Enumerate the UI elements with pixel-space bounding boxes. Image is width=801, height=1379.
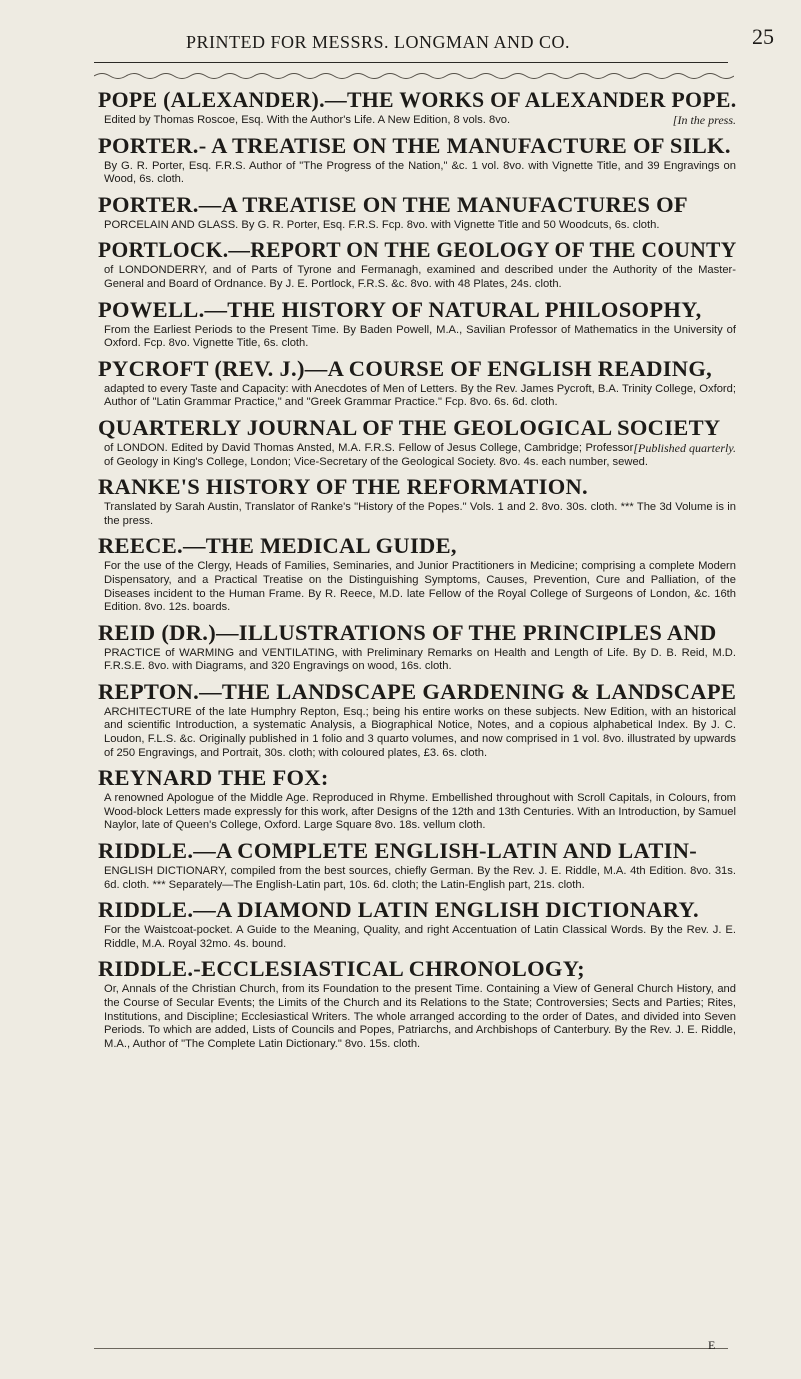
entry-description-text: Or, Annals of the Christian Church, from its Foundation to the present Time. Containing a View of General Church History, and the Course of Secular Events; the Limits of the Church and its Relations to the State; Controversies; Sects and Parties; Rites, Institutions, and Discipline; Ecclesiastical Writers. The whole arranged according to the order of Dates, and divided into Seven Periods. To which are added, Lists of Councils and Popes, Patriarchs, and Archbishops of Canterbury. By the Rev. J. E. Riddle, M.A., Author of "The Complete Latin Dictionary." 8vo. 15s. cloth. — [104, 983, 736, 1050]
catalogue-entry — [98, 896, 736, 951]
entry-note: [Published quarterly. — [633, 440, 736, 455]
entry-heading: POWELL.—THE HISTORY OF NATURAL PHILOSOPHY, — [98, 296, 702, 322]
catalogue-entry — [98, 236, 736, 291]
entry-description — [104, 219, 736, 233]
catalogue-entry — [98, 355, 736, 410]
entry-heading: POPE (ALEXANDER).—THE WORKS OF ALEXANDER POPE. — [98, 87, 737, 112]
catalogue-entry — [98, 473, 736, 528]
entry-heading: PORTER.—A TREATISE ON THE MANUFACTURES OF — [98, 191, 688, 217]
entry-heading: QUARTERLY JOURNAL OF THE GEOLOGICAL SOCIETY — [98, 414, 721, 440]
footer-rule — [94, 1348, 728, 1349]
entry-description — [104, 383, 736, 410]
entry-heading: PYCROFT (REV. J.)—A COURSE OF ENGLISH READING, — [98, 355, 713, 381]
entry-description-text: PORCELAIN AND GLASS. By G. R. Porter, Esq. F.R.S. Fcp. 8vo. with Vignette Title and 50 Woodcuts, 6s. cloth. — [104, 218, 660, 231]
entry-description-text: ARCHITECTURE of the late Humphry Repton, Esq.; being his entire works on these subjects. New Edition, with an historical and scientific Introduction, a systematic Analysis, a Biographical Notice, Notes, and a copious alphabetical Index. By J. C. Loudon, F.L.S. &c. Originally published in 1 folio and 3 quarto volumes, and now comprised in 1 vol. 8vo. illustrated by upwards of 250 Engravings, and Portrait, 30s. cloth; with coloured plates, £3. 6s. cloth. — [104, 705, 736, 759]
entry-heading: PORTLOCK.—REPORT ON THE GEOLOGY OF THE COUNTY — [98, 237, 737, 263]
entry-description — [104, 501, 736, 528]
entry-note: [In the press. — [672, 113, 736, 127]
catalogue-entry — [98, 132, 736, 187]
entry-description-text: From the Earliest Periods to the Present Time. By Baden Powell, M.A., Savilian Professor of Mathematics in the University of Oxford. Fcp. 8vo. Vignette Title, 6s. cloth. — [104, 323, 736, 350]
entry-heading: RIDDLE.—A COMPLETE ENGLISH-LATIN AND LATIN- — [98, 838, 698, 864]
entry-description-text: adapted to every Taste and Capacity: with Anecdotes of Men of Letters. By the Rev. James Pycroft, B.A. Trinity College, Oxford; Author of "Latin Grammar Practice," and "Greek Grammar Practice." Fcp. 8vo. 6s. 6d. cloth. — [104, 382, 736, 409]
entry-heading: PORTER.- A TREATISE ON THE MANUFACTURE OF SILK. — [98, 132, 731, 158]
entry-description — [104, 647, 736, 674]
entry-heading: REPTON.—THE LANDSCAPE GARDENING & LANDSCAPE — [98, 678, 737, 704]
catalogue-entry — [98, 86, 736, 128]
entry-description — [104, 264, 736, 291]
entry-description — [104, 324, 736, 351]
entry-description — [104, 865, 736, 892]
entry-heading: REECE.—THE MEDICAL GUIDE, — [98, 533, 457, 559]
entry-description — [104, 114, 736, 128]
entry-description — [104, 442, 736, 469]
entry-heading: RANKE'S HISTORY OF THE REFORMATION. — [98, 474, 588, 500]
signature-mark: E — [708, 1338, 716, 1352]
entry-heading: REYNARD THE FOX: — [98, 765, 329, 791]
wavy-ornament-rule — [94, 70, 734, 80]
header-rule — [94, 62, 728, 63]
entry-description — [104, 792, 736, 833]
page-number: 25 — [752, 24, 774, 49]
entry-description-text: For the use of the Clergy, Heads of Families, Seminaries, and Junior Practitioners in Medicine; comprising a complete Modern Dispensatory, and a Practical Treatise on the Distinguishing Symptoms, Causes, Prevention, Cure and Palliation, of the Diseases incident to the Human Frame. By R. Reece, M.D. late Fellow of the Royal College of Surgeons of London, &c. 16th Edition. 8vo. 12s. boards. — [104, 560, 736, 614]
entry-description-text: For the Waistcoat-pocket. A Guide to the Meaning, Quality, and right Accentuation of Latin Classical Words. By the Rev. J. E. Riddle, M.A. Royal 32mo. 4s. bound. — [104, 924, 736, 950]
catalogue-entry — [98, 837, 736, 892]
entry-heading: REID (DR.)—ILLUSTRATIONS OF THE PRINCIPLES AND — [98, 619, 717, 645]
catalogue-entry — [98, 955, 736, 1051]
running-head — [0, 24, 801, 62]
entry-description-text: A renowned Apologue of the Middle Age. Reproduced in Rhyme. Embellished throughout with Scroll Capitals, in Colours, from Wood-block Letters made expressly for this work, after Designs of the 12th and 13th Centuries. With an Introduction, by Samuel Naylor, late of Queen's College, Oxford. Large Square 8vo. 18s. vellum cloth. — [104, 792, 736, 832]
entry-description-text: Translated by Sarah Austin, Translator of Ranke's "History of the Popes." Vols. 1 and 2. 8vo. 30s. cloth. *** The 3d Volume is in the press. — [104, 501, 736, 527]
entry-description — [104, 160, 736, 187]
entry-description-text: PRACTICE of WARMING and VENTILATING, with Preliminary Remarks on Health and Length of Life. By D. B. Reid, M.D. F.R.S.E. 8vo. with Diagrams, and 320 Engravings on wood, 16s. cloth. — [104, 646, 736, 673]
catalogue-entry — [98, 191, 736, 233]
entry-description — [104, 560, 736, 614]
entry-heading: RIDDLE.—A DIAMOND LATIN ENGLISH DICTIONARY. — [98, 897, 699, 923]
entry-description-text: ENGLISH DICTIONARY, compiled from the best sources, chiefly German. By the Rev. J. E. Riddle, M.A. 4th Edition. 8vo. 31s. 6d. cloth. *** Separately—The English-Latin part, 10s. 6d. cloth; the Latin-English part, 21s. cloth. — [104, 865, 736, 891]
catalogue-entries — [98, 86, 736, 1055]
catalogue-entry — [98, 414, 736, 469]
entry-description-text: of LONDONDERRY, and of Parts of Tyrone and Fermanagh, examined and described under the Authority of the Master-General and Board of Ordnance. By J. E. Portlock, F.R.S. &c. 8vo. with 48 Plates, 24s. cloth. — [104, 264, 736, 290]
catalogue-entry — [98, 764, 736, 833]
entry-description — [104, 924, 736, 951]
entry-description-text: Edited by Thomas Roscoe, Esq. With the Author's Life. A New Edition, 8 vols. 8vo. — [104, 114, 511, 126]
entry-description-text: By G. R. Porter, Esq. F.R.S. Author of "The Progress of the Nation," &c. 1 vol. 8vo. with Vignette Title, and 39 Engravings on Wood, 6s. cloth. — [104, 159, 736, 186]
entry-heading: RIDDLE.-ECCLESIASTICAL CHRONOLOGY; — [98, 956, 585, 982]
entry-description — [104, 983, 736, 1051]
entry-description-text: of LONDON. Edited by David Thomas Ansted, M.A. F.R.S. Fellow of Jesus College, Cambridge; Professor of Geology in King's College, London; Vice-Secretary of the Geological Society. 8vo. 4s. each number, sewed. — [104, 441, 649, 468]
catalogue-entry — [98, 532, 736, 614]
entry-description — [104, 706, 736, 760]
catalogue-entry — [98, 678, 736, 760]
catalogue-entry — [98, 619, 736, 674]
catalogue-entry — [98, 296, 736, 351]
running-title: PRINTED FOR MESSRS. LONGMAN AND CO. — [185, 32, 571, 52]
